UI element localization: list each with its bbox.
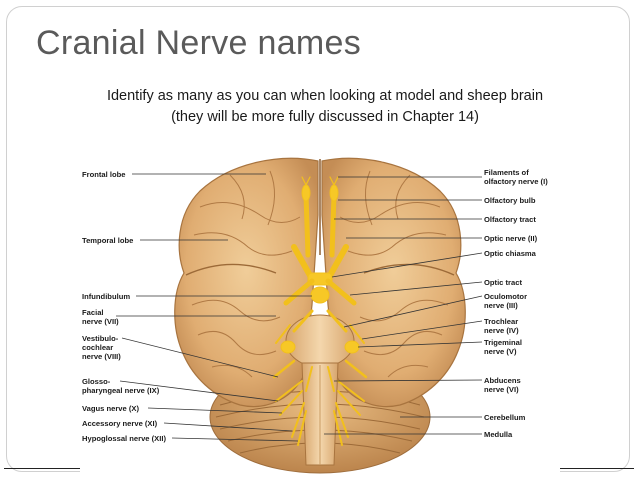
slide-baseline-left	[4, 468, 82, 469]
svg-text:Abducensnerve (VI): Abducens nerve (VI)	[484, 376, 521, 394]
svg-text:Glosso-pharyngeal nerve (IX): Glosso-pharyngeal nerve (IX)	[82, 377, 160, 395]
svg-text:Trigeminalnerve (V): Trigeminal nerve (V)	[484, 338, 522, 356]
svg-text:Filaments ofolfactory nerve (I: Filaments of olfactory nerve (I)	[484, 168, 548, 186]
svg-text:Olfactory tract: Olfactory tract	[484, 215, 536, 224]
svg-text:Olfactory bulb: Olfactory bulb	[484, 196, 536, 205]
svg-text:Optic nerve (II): Optic nerve (II)	[484, 234, 538, 243]
svg-text:Vagus nerve (X): Vagus nerve (X)	[82, 404, 139, 413]
svg-text:Hypoglossal nerve (XII): Hypoglossal nerve (XII)	[82, 434, 166, 443]
svg-text:Infundibulum: Infundibulum	[82, 292, 131, 301]
svg-text:Optic tract: Optic tract	[484, 278, 522, 287]
svg-text:Trochlearnerve (IV): Trochlear nerve (IV)	[484, 317, 519, 335]
slide-subtitle-line-1: Identify as many as you can when looking at model and sheep brain	[106, 88, 544, 104]
right-hemisphere	[322, 158, 465, 406]
svg-text:Frontal lobe: Frontal lobe	[82, 170, 126, 179]
slide-subtitle-line-2: (they will be more fully discussed in Chapter 14)	[171, 109, 479, 125]
svg-text:Temporal lobe: Temporal lobe	[82, 236, 134, 245]
brain-diagram	[80, 155, 560, 475]
svg-text:Oculomotornerve (III): Oculomotor nerve (III)	[484, 292, 528, 310]
svg-text:Vestibulo-cochlearnerve (VIII): Vestibulo-cochlear nerve (VIII)	[82, 334, 121, 361]
svg-text:Medulla: Medulla	[484, 430, 513, 439]
svg-text:Facialnerve (VII): Facial nerve (VII)	[82, 308, 119, 326]
svg-text:Accessory nerve (XI): Accessory nerve (XI)	[82, 419, 158, 428]
slide-baseline-right	[560, 468, 634, 469]
brain-inferior-view-figure	[80, 155, 560, 475]
svg-text:Optic chiasma: Optic chiasma	[484, 249, 536, 258]
svg-text:Cerebellum: Cerebellum	[484, 413, 526, 422]
slide-title: Cranial Nerve names	[36, 24, 362, 62]
